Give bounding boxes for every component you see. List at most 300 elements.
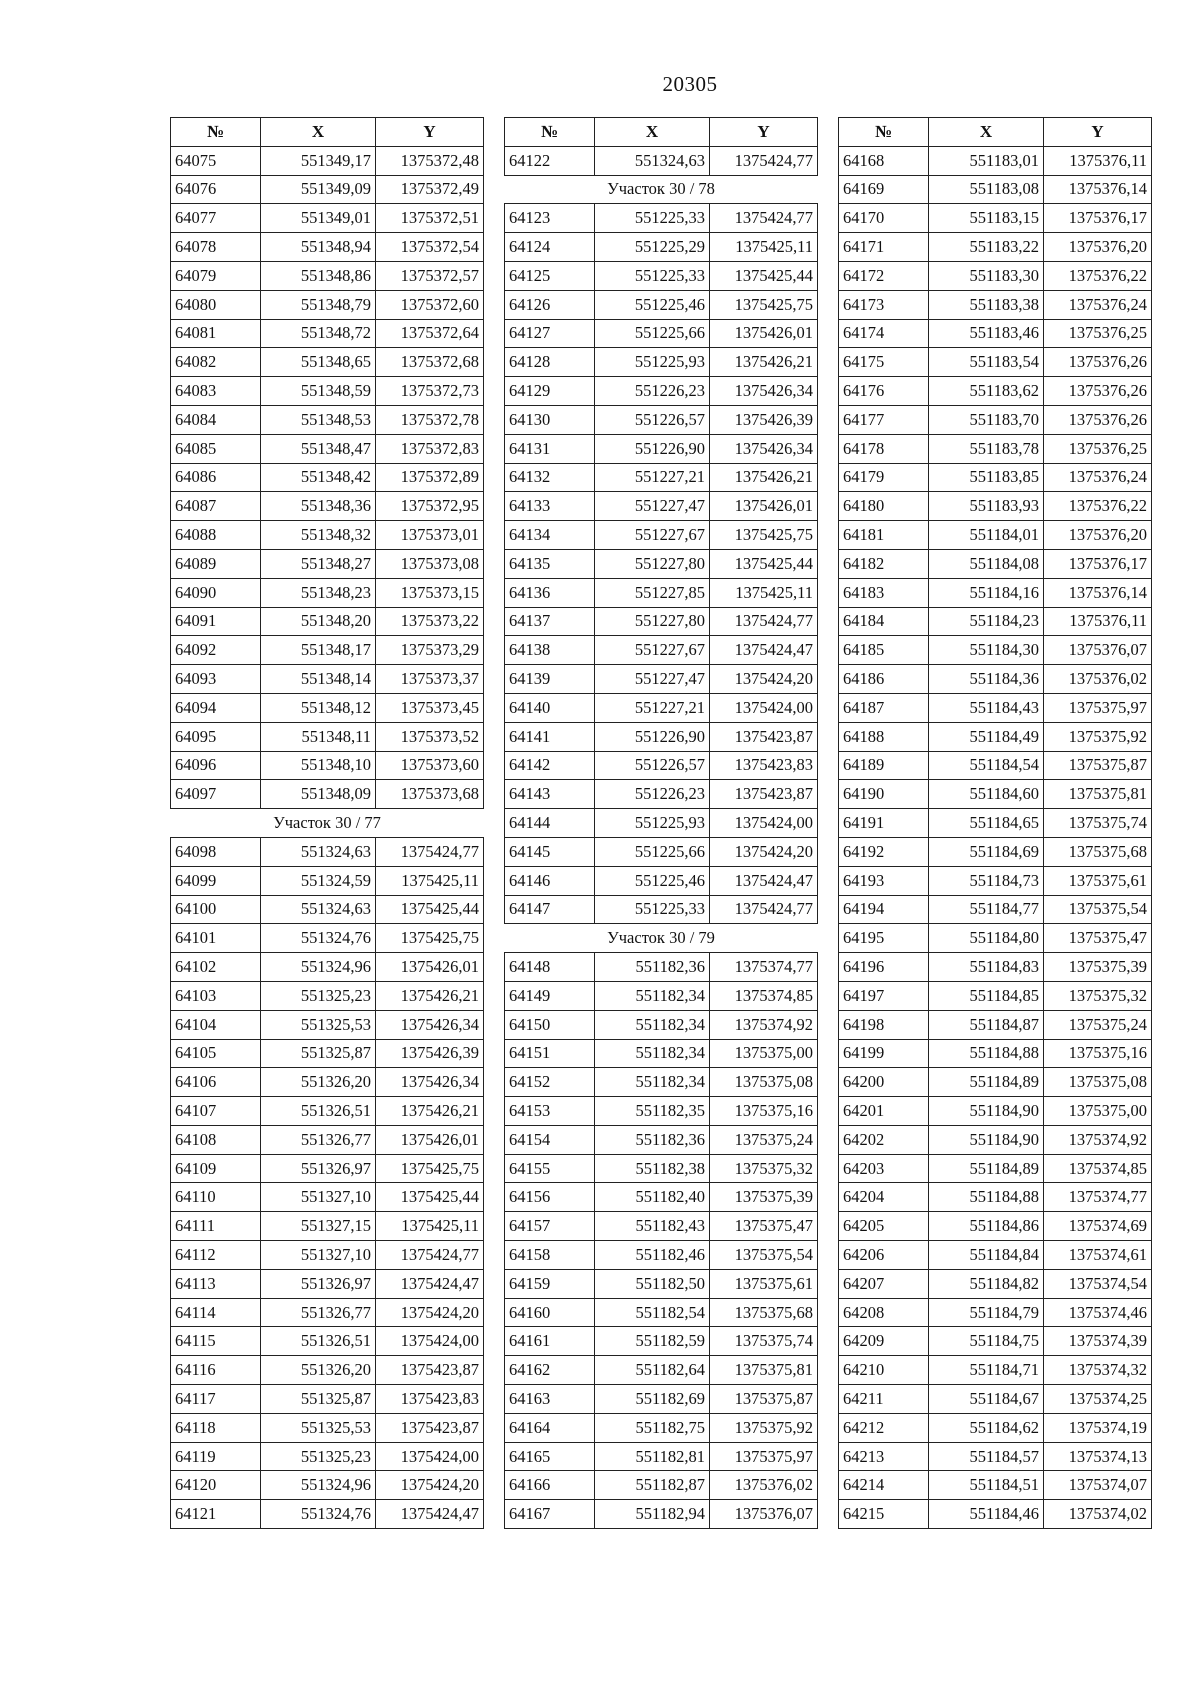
table-row <box>839 693 1152 722</box>
x-coordinate: 551348,23 <box>261 578 376 607</box>
coordinate-tables <box>170 117 1150 1587</box>
coordinate-table-2 <box>504 117 818 1529</box>
table-row <box>171 1269 484 1298</box>
point-number: 64123 <box>505 204 595 233</box>
x-coordinate: 551182,36 <box>595 953 710 982</box>
x-coordinate: 551183,15 <box>929 204 1044 233</box>
point-number: 64130 <box>505 405 595 434</box>
table-row <box>839 1068 1152 1097</box>
y-coordinate: 1375376,26 <box>1044 405 1152 434</box>
y-coordinate: 1375424,77 <box>710 607 818 636</box>
table-row <box>839 1471 1152 1500</box>
table-row <box>839 521 1152 550</box>
point-number: 64077 <box>171 204 261 233</box>
y-coordinate: 1375426,34 <box>710 377 818 406</box>
table-row <box>505 1442 818 1471</box>
y-coordinate: 1375375,32 <box>1044 981 1152 1010</box>
table-row <box>171 463 484 492</box>
table-row <box>839 981 1152 1010</box>
y-coordinate: 1375374,61 <box>1044 1241 1152 1270</box>
y-coordinate: 1375374,92 <box>710 1010 818 1039</box>
x-coordinate: 551183,22 <box>929 233 1044 262</box>
point-number: 64171 <box>839 233 929 262</box>
x-coordinate: 551182,38 <box>595 1154 710 1183</box>
point-number: 64126 <box>505 290 595 319</box>
point-number: 64138 <box>505 636 595 665</box>
table-row <box>839 722 1152 751</box>
point-number: 64159 <box>505 1269 595 1298</box>
x-coordinate: 551183,85 <box>929 463 1044 492</box>
y-coordinate: 1375375,47 <box>1044 924 1152 953</box>
table-row <box>505 1241 818 1270</box>
x-coordinate: 551324,63 <box>595 146 710 175</box>
table-row <box>839 1327 1152 1356</box>
table-row <box>505 809 818 838</box>
table-row <box>171 492 484 521</box>
x-coordinate: 551324,63 <box>261 837 376 866</box>
table-row <box>505 348 818 377</box>
x-coordinate: 551182,34 <box>595 1068 710 1097</box>
y-coordinate: 1375376,22 <box>1044 261 1152 290</box>
x-coordinate: 551227,80 <box>595 607 710 636</box>
table-row <box>505 1269 818 1298</box>
table-row <box>171 1413 484 1442</box>
y-coordinate: 1375373,37 <box>376 665 484 694</box>
point-number: 64164 <box>505 1413 595 1442</box>
table-row <box>505 866 818 895</box>
y-coordinate: 1375372,60 <box>376 290 484 319</box>
table-row <box>505 319 818 348</box>
y-coordinate: 1375426,21 <box>376 981 484 1010</box>
x-coordinate: 551348,53 <box>261 405 376 434</box>
point-number: 64189 <box>839 751 929 780</box>
table-row <box>505 722 818 751</box>
x-coordinate: 551326,20 <box>261 1068 376 1097</box>
point-number: 64113 <box>171 1269 261 1298</box>
y-coordinate: 1375426,34 <box>376 1068 484 1097</box>
table-row <box>505 1471 818 1500</box>
table-row <box>171 665 484 694</box>
point-number: 64215 <box>839 1500 929 1529</box>
x-coordinate: 551348,65 <box>261 348 376 377</box>
y-coordinate: 1375375,68 <box>1044 837 1152 866</box>
y-coordinate: 1375374,85 <box>1044 1154 1152 1183</box>
point-number: 64097 <box>171 780 261 809</box>
table-row <box>505 1298 818 1327</box>
table-row <box>505 1327 818 1356</box>
table-row <box>839 319 1152 348</box>
x-coordinate: 551183,78 <box>929 434 1044 463</box>
y-coordinate: 1375375,61 <box>710 1269 818 1298</box>
table-row <box>171 1500 484 1529</box>
y-coordinate: 1375373,15 <box>376 578 484 607</box>
y-coordinate: 1375376,11 <box>1044 607 1152 636</box>
point-number: 64202 <box>839 1125 929 1154</box>
x-coordinate: 551325,87 <box>261 1039 376 1068</box>
point-number: 64198 <box>839 1010 929 1039</box>
y-coordinate: 1375372,48 <box>376 146 484 175</box>
table-row <box>171 636 484 665</box>
y-coordinate: 1375375,39 <box>710 1183 818 1212</box>
x-coordinate: 551348,09 <box>261 780 376 809</box>
x-coordinate: 551184,65 <box>929 809 1044 838</box>
x-coordinate: 551225,93 <box>595 809 710 838</box>
table-row <box>839 1269 1152 1298</box>
table-row <box>171 1154 484 1183</box>
table-row <box>171 1241 484 1270</box>
y-coordinate: 1375375,74 <box>710 1327 818 1356</box>
y-coordinate: 1375376,11 <box>1044 146 1152 175</box>
table-row <box>505 377 818 406</box>
x-coordinate: 551182,35 <box>595 1097 710 1126</box>
x-coordinate: 551226,90 <box>595 722 710 751</box>
x-coordinate: 551182,81 <box>595 1442 710 1471</box>
y-coordinate: 1375375,97 <box>1044 693 1152 722</box>
table-row <box>171 1471 484 1500</box>
y-coordinate: 1375375,81 <box>710 1356 818 1385</box>
table-row <box>839 1097 1152 1126</box>
x-coordinate: 551325,53 <box>261 1413 376 1442</box>
y-coordinate: 1375372,64 <box>376 319 484 348</box>
point-number: 64133 <box>505 492 595 521</box>
x-coordinate: 551348,17 <box>261 636 376 665</box>
x-coordinate: 551225,33 <box>595 204 710 233</box>
header-y: Y <box>376 118 484 147</box>
table-row <box>505 521 818 550</box>
table-row <box>839 175 1152 204</box>
point-number: 64140 <box>505 693 595 722</box>
y-coordinate: 1375374,39 <box>1044 1327 1152 1356</box>
x-coordinate: 551324,76 <box>261 1500 376 1529</box>
y-coordinate: 1375426,21 <box>376 1097 484 1126</box>
table-row <box>505 953 818 982</box>
point-number: 64144 <box>505 809 595 838</box>
point-number: 64116 <box>171 1356 261 1385</box>
y-coordinate: 1375424,20 <box>710 665 818 694</box>
point-number: 64185 <box>839 636 929 665</box>
point-number: 64192 <box>839 837 929 866</box>
y-coordinate: 1375426,01 <box>376 1125 484 1154</box>
point-number: 64142 <box>505 751 595 780</box>
x-coordinate: 551349,09 <box>261 175 376 204</box>
x-coordinate: 551183,38 <box>929 290 1044 319</box>
x-coordinate: 551182,59 <box>595 1327 710 1356</box>
x-coordinate: 551184,75 <box>929 1327 1044 1356</box>
y-coordinate: 1375375,08 <box>710 1068 818 1097</box>
y-coordinate: 1375424,20 <box>376 1471 484 1500</box>
table-row <box>839 549 1152 578</box>
table-row <box>505 549 818 578</box>
x-coordinate: 551348,59 <box>261 377 376 406</box>
table-row <box>839 1010 1152 1039</box>
table-row <box>505 693 818 722</box>
y-coordinate: 1375375,16 <box>710 1097 818 1126</box>
table-row <box>505 1356 818 1385</box>
table-row <box>171 1385 484 1414</box>
x-coordinate: 551348,86 <box>261 261 376 290</box>
x-coordinate: 551348,20 <box>261 607 376 636</box>
point-number: 64207 <box>839 1269 929 1298</box>
table-row <box>171 521 484 550</box>
x-coordinate: 551182,40 <box>595 1183 710 1212</box>
table-row <box>171 1212 484 1241</box>
y-coordinate: 1375425,75 <box>710 290 818 319</box>
point-number: 64153 <box>505 1097 595 1126</box>
table-row <box>171 1442 484 1471</box>
x-coordinate: 551182,34 <box>595 1010 710 1039</box>
point-number: 64177 <box>839 405 929 434</box>
point-number: 64078 <box>171 233 261 262</box>
y-coordinate: 1375376,17 <box>1044 204 1152 233</box>
table-row <box>839 492 1152 521</box>
point-number: 64165 <box>505 1442 595 1471</box>
table-row <box>505 578 818 607</box>
point-number: 64107 <box>171 1097 261 1126</box>
table-row <box>171 1183 484 1212</box>
y-coordinate: 1375373,29 <box>376 636 484 665</box>
x-coordinate: 551182,69 <box>595 1385 710 1414</box>
point-number: 64163 <box>505 1385 595 1414</box>
y-coordinate: 1375425,11 <box>376 1212 484 1241</box>
point-number: 64178 <box>839 434 929 463</box>
point-number: 64105 <box>171 1039 261 1068</box>
table-row <box>505 1154 818 1183</box>
x-coordinate: 551326,20 <box>261 1356 376 1385</box>
x-coordinate: 551325,53 <box>261 1010 376 1039</box>
y-coordinate: 1375374,32 <box>1044 1356 1152 1385</box>
x-coordinate: 551182,50 <box>595 1269 710 1298</box>
point-number: 64194 <box>839 895 929 924</box>
point-number: 64119 <box>171 1442 261 1471</box>
point-number: 64103 <box>171 981 261 1010</box>
x-coordinate: 551184,57 <box>929 1442 1044 1471</box>
point-number: 64099 <box>171 866 261 895</box>
y-coordinate: 1375425,44 <box>710 261 818 290</box>
point-number: 64145 <box>505 837 595 866</box>
y-coordinate: 1375374,77 <box>1044 1183 1152 1212</box>
table-row <box>839 636 1152 665</box>
y-coordinate: 1375373,60 <box>376 751 484 780</box>
table-row <box>171 204 484 233</box>
y-coordinate: 1375376,26 <box>1044 377 1152 406</box>
x-coordinate: 551327,10 <box>261 1241 376 1270</box>
x-coordinate: 551183,62 <box>929 377 1044 406</box>
x-coordinate: 551182,75 <box>595 1413 710 1442</box>
x-coordinate: 551325,87 <box>261 1385 376 1414</box>
table-row <box>171 290 484 319</box>
table-row <box>839 837 1152 866</box>
point-number: 64175 <box>839 348 929 377</box>
x-coordinate: 551184,36 <box>929 665 1044 694</box>
point-number: 64155 <box>505 1154 595 1183</box>
point-number: 64197 <box>839 981 929 1010</box>
point-number: 64084 <box>171 405 261 434</box>
x-coordinate: 551324,96 <box>261 1471 376 1500</box>
page-number: 20305 <box>662 72 718 96</box>
x-coordinate: 551349,01 <box>261 204 376 233</box>
table-row <box>171 377 484 406</box>
table-row <box>505 1413 818 1442</box>
point-number: 64100 <box>171 895 261 924</box>
point-number: 64182 <box>839 549 929 578</box>
y-coordinate: 1375374,69 <box>1044 1212 1152 1241</box>
x-coordinate: 551348,14 <box>261 665 376 694</box>
table-row <box>839 261 1152 290</box>
x-coordinate: 551184,67 <box>929 1385 1044 1414</box>
table-row <box>505 434 818 463</box>
x-coordinate: 551348,27 <box>261 549 376 578</box>
point-number: 64082 <box>171 348 261 377</box>
y-coordinate: 1375424,47 <box>710 866 818 895</box>
point-number: 64157 <box>505 1212 595 1241</box>
table-row <box>171 549 484 578</box>
y-coordinate: 1375424,47 <box>710 636 818 665</box>
header-y: Y <box>710 118 818 147</box>
y-coordinate: 1375372,49 <box>376 175 484 204</box>
x-coordinate: 551225,33 <box>595 895 710 924</box>
table-row <box>505 463 818 492</box>
table-row <box>171 319 484 348</box>
y-coordinate: 1375373,01 <box>376 521 484 550</box>
table-row <box>839 780 1152 809</box>
y-coordinate: 1375425,75 <box>710 521 818 550</box>
table-row <box>839 1385 1152 1414</box>
x-coordinate: 551348,11 <box>261 722 376 751</box>
table-row <box>171 405 484 434</box>
table-row <box>505 780 818 809</box>
x-coordinate: 551226,23 <box>595 377 710 406</box>
x-coordinate: 551225,29 <box>595 233 710 262</box>
x-coordinate: 551225,66 <box>595 837 710 866</box>
y-coordinate: 1375374,46 <box>1044 1298 1152 1327</box>
y-coordinate: 1375373,45 <box>376 693 484 722</box>
table-row <box>839 895 1152 924</box>
y-coordinate: 1375374,25 <box>1044 1385 1152 1414</box>
point-number: 64122 <box>505 146 595 175</box>
x-coordinate: 551184,46 <box>929 1500 1044 1529</box>
x-coordinate: 551184,85 <box>929 981 1044 1010</box>
y-coordinate: 1375372,68 <box>376 348 484 377</box>
point-number: 64131 <box>505 434 595 463</box>
point-number: 64143 <box>505 780 595 809</box>
point-number: 64200 <box>839 1068 929 1097</box>
x-coordinate: 551326,97 <box>261 1269 376 1298</box>
table-row <box>839 607 1152 636</box>
table-row <box>171 146 484 175</box>
x-coordinate: 551184,54 <box>929 751 1044 780</box>
y-coordinate: 1375373,68 <box>376 780 484 809</box>
point-number: 64110 <box>171 1183 261 1212</box>
point-number: 64199 <box>839 1039 929 1068</box>
x-coordinate: 551184,88 <box>929 1039 1044 1068</box>
table-row <box>505 405 818 434</box>
y-coordinate: 1375372,78 <box>376 405 484 434</box>
x-coordinate: 551184,16 <box>929 578 1044 607</box>
point-number: 64191 <box>839 809 929 838</box>
y-coordinate: 1375375,08 <box>1044 1068 1152 1097</box>
x-coordinate: 551184,23 <box>929 607 1044 636</box>
point-number: 64190 <box>839 780 929 809</box>
y-coordinate: 1375372,95 <box>376 492 484 521</box>
y-coordinate: 1375425,11 <box>710 578 818 607</box>
point-number: 64114 <box>171 1298 261 1327</box>
table-row <box>171 693 484 722</box>
y-coordinate: 1375372,73 <box>376 377 484 406</box>
header-number: № <box>839 118 929 147</box>
y-coordinate: 1375426,39 <box>376 1039 484 1068</box>
point-number: 64167 <box>505 1500 595 1529</box>
point-number: 64147 <box>505 895 595 924</box>
point-number: 64135 <box>505 549 595 578</box>
table-row <box>505 1010 818 1039</box>
y-coordinate: 1375425,44 <box>376 1183 484 1212</box>
point-number: 64081 <box>171 319 261 348</box>
table-row <box>839 953 1152 982</box>
table-row <box>171 434 484 463</box>
y-coordinate: 1375376,14 <box>1044 175 1152 204</box>
header-x: X <box>929 118 1044 147</box>
x-coordinate: 551225,66 <box>595 319 710 348</box>
x-coordinate: 551326,77 <box>261 1125 376 1154</box>
point-number: 64136 <box>505 578 595 607</box>
x-coordinate: 551182,54 <box>595 1298 710 1327</box>
x-coordinate: 551226,57 <box>595 405 710 434</box>
point-number: 64080 <box>171 290 261 319</box>
point-number: 64176 <box>839 377 929 406</box>
table-row <box>839 434 1152 463</box>
x-coordinate: 551227,67 <box>595 636 710 665</box>
table-row <box>171 780 484 809</box>
x-coordinate: 551183,70 <box>929 405 1044 434</box>
x-coordinate: 551324,76 <box>261 924 376 953</box>
x-coordinate: 551182,87 <box>595 1471 710 1500</box>
y-coordinate: 1375374,02 <box>1044 1500 1152 1529</box>
x-coordinate: 551184,84 <box>929 1241 1044 1270</box>
point-number: 64083 <box>171 377 261 406</box>
x-coordinate: 551225,93 <box>595 348 710 377</box>
x-coordinate: 551326,51 <box>261 1327 376 1356</box>
table-row <box>171 607 484 636</box>
point-number: 64121 <box>171 1500 261 1529</box>
table-row <box>171 722 484 751</box>
y-coordinate: 1375375,16 <box>1044 1039 1152 1068</box>
table-row <box>505 1039 818 1068</box>
point-number: 64137 <box>505 607 595 636</box>
y-coordinate: 1375376,07 <box>710 1500 818 1529</box>
table-row <box>505 290 818 319</box>
table-row <box>171 981 484 1010</box>
x-coordinate: 551348,42 <box>261 463 376 492</box>
point-number: 64092 <box>171 636 261 665</box>
point-number: 64204 <box>839 1183 929 1212</box>
table-row <box>505 1068 818 1097</box>
y-coordinate: 1375375,24 <box>1044 1010 1152 1039</box>
x-coordinate: 551348,32 <box>261 521 376 550</box>
y-coordinate: 1375425,75 <box>376 1154 484 1183</box>
table-row <box>839 1183 1152 1212</box>
x-coordinate: 551348,94 <box>261 233 376 262</box>
table-row <box>171 1125 484 1154</box>
point-number: 64211 <box>839 1385 929 1414</box>
x-coordinate: 551184,90 <box>929 1125 1044 1154</box>
point-number: 64150 <box>505 1010 595 1039</box>
x-coordinate: 551183,30 <box>929 261 1044 290</box>
table-row <box>171 1097 484 1126</box>
point-number: 64079 <box>171 261 261 290</box>
point-number: 64096 <box>171 751 261 780</box>
point-number: 64183 <box>839 578 929 607</box>
table-row <box>505 233 818 262</box>
